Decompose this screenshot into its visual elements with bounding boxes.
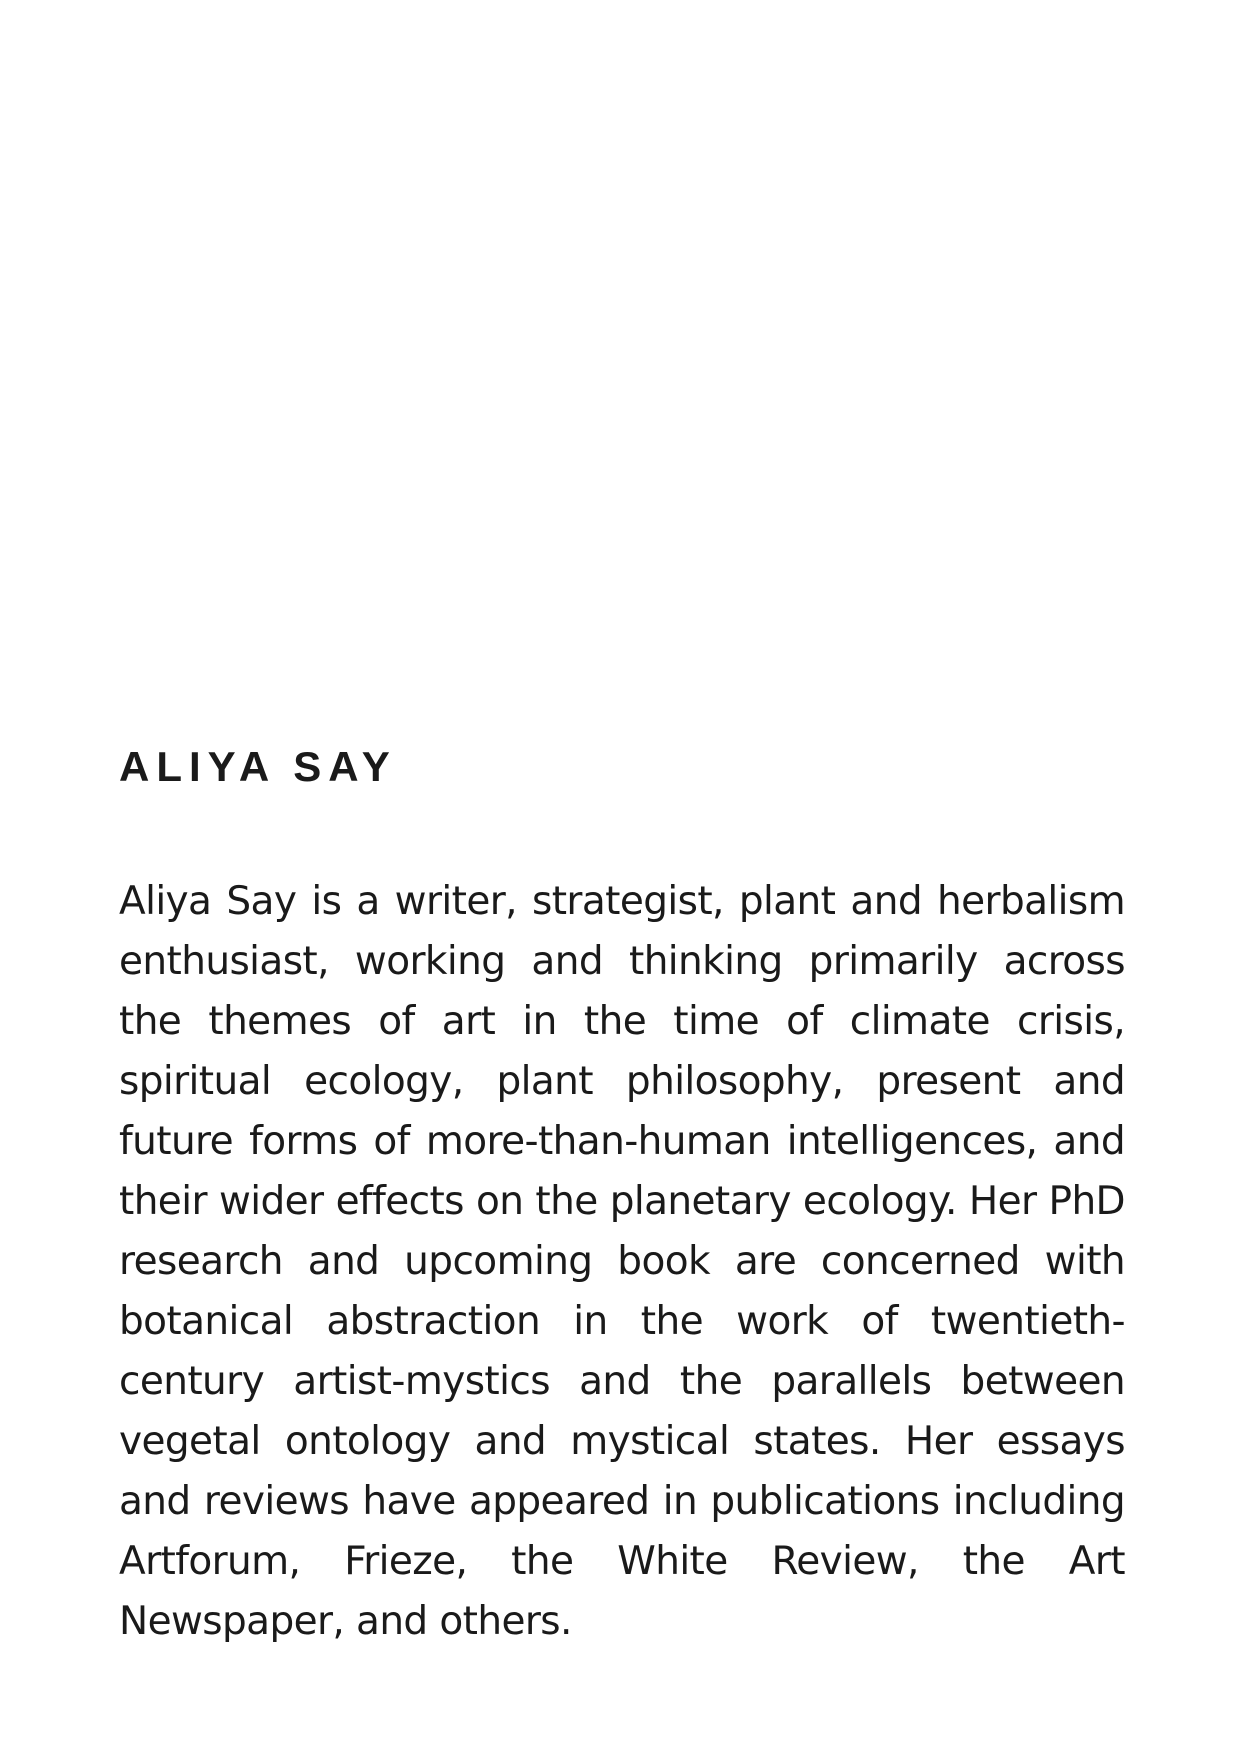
author-name-heading: ALIYA SAY xyxy=(119,743,397,790)
author-bio-section xyxy=(119,742,1125,1652)
author-bio-paragraph: Aliya Say is a writer, strategist, plant and herbalism enthusiast, working and thinking primarily across the themes of art in the time of climate crisis, spiritual ecology, plant philosophy, present and future forms of more-than-human intelligences, and their wider effects on the planetary ecology. Her PhD research and upcoming book are concerned with botanical abstraction in the work of twentieth-century artist-mystics and the parallels between vegetal ontology and mystical states. Her essays and reviews have appeared in publications including Artforum, Frieze, the White Review, the Art Newspaper, and others. xyxy=(119,879,1125,1644)
